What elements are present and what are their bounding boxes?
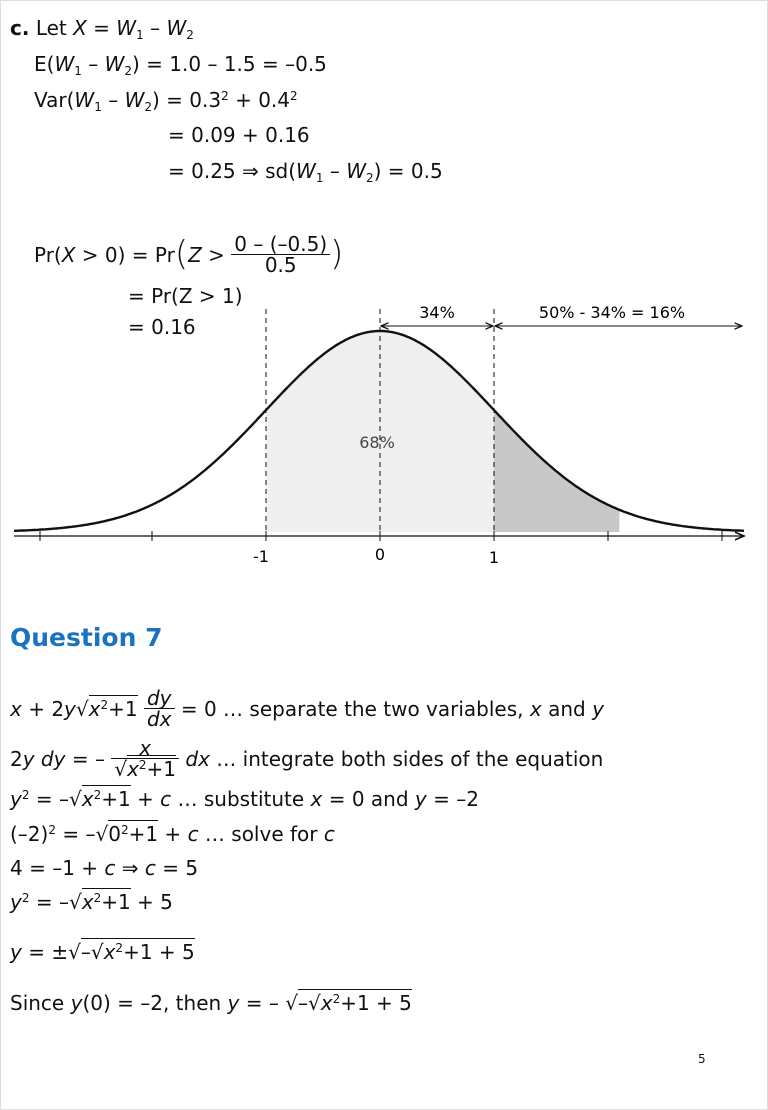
part-c-line-3: $Var(W_1 - W_2) = 0.3^2 + 0.4^2$ [34, 88, 298, 114]
page-number: 5 [698, 1052, 706, 1066]
probability-line-1: Pr(X > 0) = Pr(Z > $\frac{0 - (-0.5)}{0.5}$ ) [34, 232, 344, 277]
q7-line-6: $y^2 = -√x^2+1 + 5$ [10, 890, 173, 914]
part-c-line-4: = 0.09 + 0.16 [168, 123, 310, 147]
tick-label-1: 1 [488, 548, 500, 567]
probability-line-3: = 0.16 [128, 315, 196, 339]
part-c-line-2: $E(W_1 - W_2) = 1.0 - 1.5 = -0.5$ [34, 52, 327, 78]
q7-line-8: Since y(0) = –2, then y = – $√-√x^2+1 + 5$ [10, 991, 412, 1015]
normal-distribution-chart [0, 295, 768, 575]
q7-line-5: 4 = –1 + c ⇒ c = 5 [10, 856, 199, 880]
q7-line-4: $(-2)^2 = -√0^2+1 + c$ … solve for c [10, 822, 335, 846]
label-16: 50% - 34% = 16% [538, 303, 686, 322]
q7-line-2: 2y dy = – $\frac{x}{√x^2+1}$ dx … integrate both sides of the equation [10, 736, 604, 781]
z-fraction: $\frac{0 - (-0.5)}{0.5}$ [231, 234, 330, 275]
part-c-line-5: = 0.25 ⇒ $sd(W_1 - W_2) = 0.5$ [168, 159, 443, 185]
tick-label-minus-1: -1 [253, 547, 269, 566]
q7-line-1: $x + 2y√x^2+1$ $\frac{dy}{dx}$ = 0 … separate the two variables, x and y [10, 686, 604, 731]
tick-label-0: 0 [374, 545, 386, 564]
question-7-title: Question 7 [10, 623, 163, 652]
q7-line-7: $y = \pm√-√x^2+1 + 5$ [10, 940, 195, 964]
q7-line-3: $y^2 = -√x^2+1 + c$ … substitute x = 0 and y = –2 [10, 787, 479, 811]
center-label-68: 68% [359, 433, 395, 452]
label-34: 34% [419, 303, 455, 322]
part-c-line-1: c. Let $X = W_1 - W_2$ [10, 16, 194, 42]
probability-line-2: = Pr(Z > 1) [128, 284, 243, 308]
